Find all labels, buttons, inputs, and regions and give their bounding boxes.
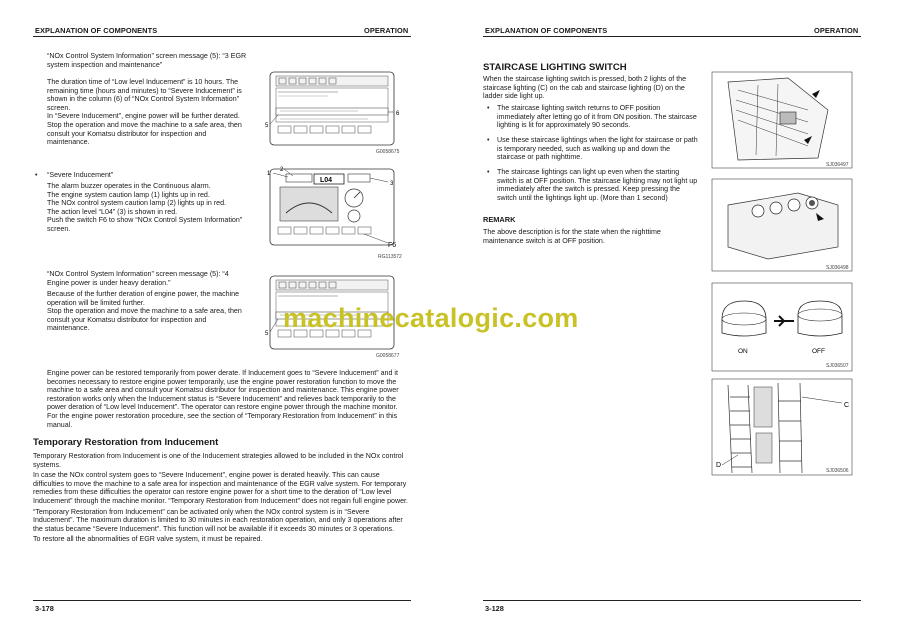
- block3-body: [47, 290, 247, 333]
- fig3-label-5: 5: [265, 331, 269, 337]
- block2-line-2: The engine system caution lamp (1) lights up in red.: [47, 190, 210, 199]
- block2-title: “Severe Inducement”: [47, 171, 114, 179]
- staircase-bullet-2: Use these staircase lightings when the light for staircase or path is temporary needed, such as walking up and down the staircase or path nighttime.: [497, 136, 698, 162]
- right-header-title: EXPLANATION OF COMPONENTS: [485, 26, 608, 35]
- label-on: ON: [738, 348, 748, 355]
- monitor-screen-figure-2: [258, 165, 410, 263]
- bullet-mark: •: [487, 104, 490, 112]
- restoration-para-2: In case the NOx control system goes to “Severe Inducement”, engine power is derated heavily. This can cause difficulties to move the machine to a safe area for inspection and maintenance of the EGR valve system. For temporary remedies from these difficulties the operator can restore engine power for a short time to the deration of “Low level Inducement” through the machine monitor. “Temporary Restoration from Inducement” does not regain full engine power.: [33, 471, 408, 505]
- fig3-code: G0058677: [376, 353, 400, 359]
- monitor-screen-figure-1: [258, 68, 410, 160]
- remark-heading: REMARK: [483, 215, 516, 224]
- label-c: C: [844, 402, 850, 409]
- restoration-para-4: To restore all the abnormalities of EGR valve system, it must be repaired.: [33, 535, 263, 544]
- left-footer-rule: [33, 600, 411, 601]
- staircase-lighting-heading: STAIRCASE LIGHTING SWITCH: [483, 62, 627, 73]
- ladder-staircase-figure: [708, 377, 860, 477]
- bullet-mark: •: [487, 168, 490, 176]
- right-fig4-code: SJ036506: [826, 468, 849, 474]
- right-header-section: OPERATION: [814, 26, 859, 35]
- block1-para-2: In “Severe Inducement”, engine power will be further derated.: [47, 112, 240, 121]
- block2-line-4: The action level “L04” (3) is shown in red.: [47, 207, 178, 216]
- block1-body: [47, 78, 247, 147]
- on-off-button-figure: [708, 281, 860, 373]
- left-header-section: OPERATION: [364, 26, 409, 35]
- bullet-mark: •: [487, 136, 490, 144]
- label-d: D: [716, 462, 722, 469]
- fig2-code: RG113572: [378, 254, 402, 260]
- screen-l04: L04: [320, 177, 333, 184]
- watermark-text: machinecatalogic.com: [283, 303, 579, 333]
- right-page-number: 3-128: [485, 604, 504, 613]
- right-fig1-code: SJ036497: [826, 162, 849, 168]
- right-header-rule: [483, 36, 861, 37]
- left-header-rule: [33, 36, 411, 37]
- restoration-section-body: [33, 452, 410, 544]
- staircase-bullet-3: The staircase lightings can light up even when the starting switch is at OFF position. The staircase lighting may not light up immediately after the switch is pressed. Keep pressing the switch until the lightings light up. (More than 1 second): [497, 168, 698, 202]
- fig2-label-3: 3: [390, 181, 394, 187]
- switch-panel-figure: [708, 177, 860, 275]
- block2-line-3: The NOx control system caution lamp (2) lights up in red.: [47, 199, 226, 208]
- block1-para-3: Stop the operation and move the machine to a safe area, then consult your Komatsu distributor for inspection and maintenance.: [47, 120, 242, 147]
- fig2-label-f6: F6: [388, 242, 397, 249]
- block2-line-5: Push the switch F6 to show “NOx Control System Information” screen.: [47, 216, 243, 233]
- right-footer-rule: [483, 600, 861, 601]
- left-header-title: EXPLANATION OF COMPONENTS: [35, 26, 158, 35]
- restoration-para-1: Temporary Restoration from Inducement is one of the Inducement strategies allowed to be included in the NOx control systems.: [33, 452, 404, 469]
- right-fig3-code: SJ036507: [826, 363, 849, 369]
- fig1-label-6: 6: [396, 111, 400, 117]
- block2-body: [47, 182, 247, 234]
- block3-para-2: Stop the operation and move the machine to a safe area, then consult your Komatsu distributor for inspection and maintenance.: [47, 307, 242, 333]
- block1-para-1: The duration time of “Low level Inducement” is 10 hours. The remaining time (hours and minutes) to “Severe Inducement” is shown in the column (6) of “NOx Control System Information” screen.: [47, 78, 242, 112]
- fig1-code: G0058675: [376, 149, 400, 155]
- restore-paragraph: Engine power can be restored temporarily from power derate. If Inducement goes to “Severe Inducement” and it becomes necessary to restore engine power temporarily, use the engine power restoration function to move the machine to a safe area and consult your Komatsu distributor for inspection and maintenance. This engine power restoration works only when the Inducement status is “Severe Inducement” and relieves back temporarily to the power deration of “Low level Inducement”. The operator can restore engine power through the machine monitor. For the engine power restoration procedure, see the section of “Temporary Restoration from Inducement” in this manual.: [47, 369, 399, 429]
- left-page-number: 3-178: [35, 604, 54, 613]
- block3-title: “NOx Control System Information” screen message (5): “4 Engine power is under heavy deration.”: [47, 270, 229, 287]
- right-fig2-code: SJ036498: [826, 265, 849, 271]
- fig2-label-1: 1: [267, 171, 271, 177]
- staircase-bullet-1: The staircase lighting switch returns to OFF position immediately after letting go of it from ON position. The staircase lighting is lit for approximately 90 seconds.: [497, 104, 697, 130]
- block3-para-1: Because of the further deration of engine power, the machine operation will be limited further.: [47, 290, 240, 307]
- remark-text: The above description is for the state when the nighttime maintenance switch is at OFF position.: [483, 228, 661, 245]
- cab-staircase-figure: [708, 70, 860, 172]
- staircase-intro: When the staircase lighting switch is pressed, both 2 lights of the staircase lighting (C) on the cab and staircase lighting (D) on the ladder side light up.: [483, 75, 687, 101]
- fig2-label-2: 2: [280, 167, 284, 173]
- restoration-para-3: “Temporary Restoration from Inducement” can be activated only when the NOx control system is in “Severe Inducement”. The maximum duration is limited to 30 minutes in each restoration operation, and only 3 operations after the status became “Severe Inducement”. This function will not be available if it exceeds 30 minutes or 3 operations.: [33, 507, 403, 533]
- block1-title: “NOx Control System Information” screen message (5): “3 EGR system inspection and maintenance”: [47, 52, 247, 69]
- block2-line-1: The alarm buzzer operates in the Continuous alarm.: [47, 182, 211, 190]
- fig1-label-5: 5: [265, 123, 269, 129]
- bullet-mark: •: [35, 171, 38, 179]
- temporary-restoration-heading: Temporary Restoration from Inducement: [33, 437, 219, 448]
- label-off: OFF: [812, 348, 825, 355]
